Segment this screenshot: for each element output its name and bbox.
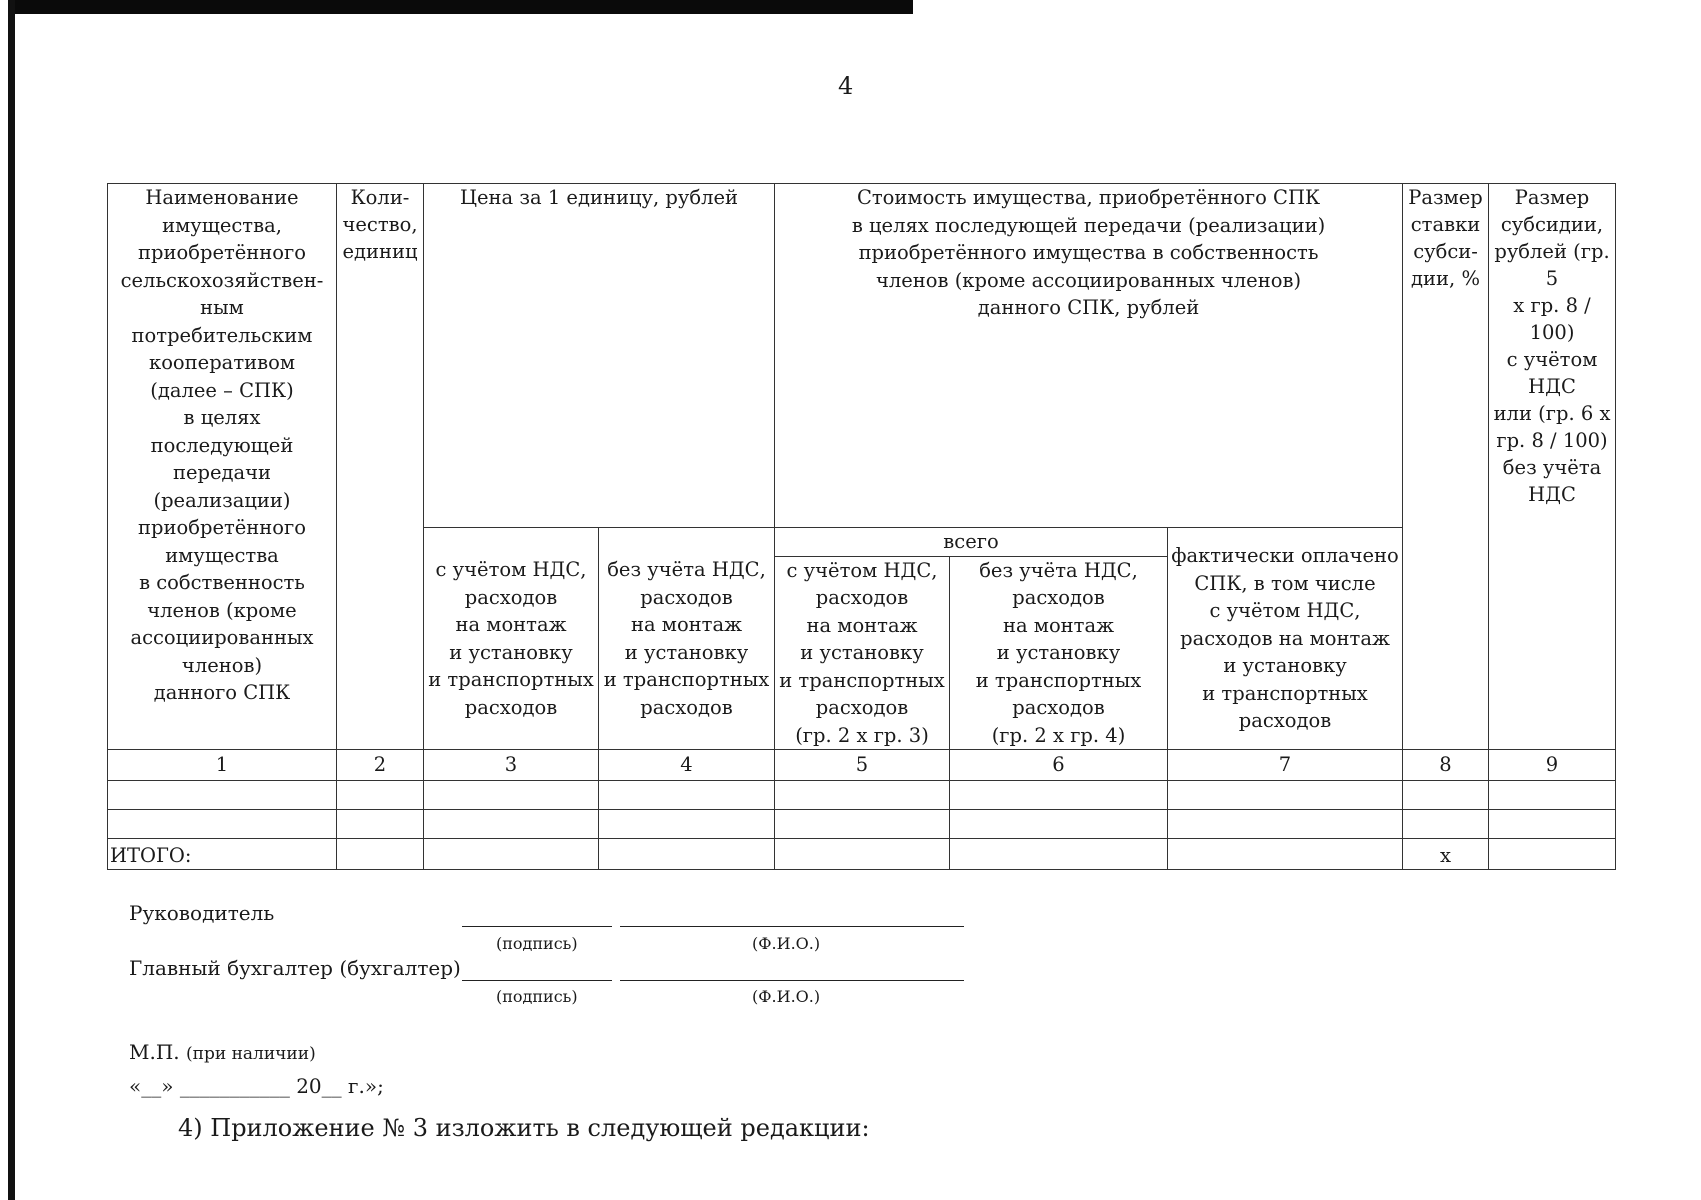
column-number: 7 <box>1168 750 1403 781</box>
accountant-name-line <box>620 980 964 981</box>
accountant-signature-line <box>462 980 612 981</box>
empty-cell <box>1168 810 1403 839</box>
header-quantity: Коли- чество, единиц <box>337 184 424 750</box>
date-day: «__» <box>129 1074 174 1098</box>
head-name-line <box>620 926 964 927</box>
header-cost: Стоимость имущества, приобретённого СПК в целях последующей передачи (реализации) приобретённого имущества в собственность членов (кроме ассоциированных членов) данного СПК, рублей <box>775 184 1403 528</box>
header-name: Наименование имущества, приобретённого сельскохозяйствен- ным потребительским кооперативом (далее – СПК) в целях последующей передачи (реализации) приобретённого имущества в собственность членов (кроме ассоциированных членов) данного СПК <box>108 184 337 750</box>
header-total-with-vat: с учётом НДС, расходов на монтаж и установку и транспортных расходов (гр. 2 х гр. 3) <box>775 556 950 750</box>
column-number: 3 <box>424 750 599 781</box>
header-price: Цена за 1 единицу, рублей <box>424 184 775 528</box>
head-signature-line <box>462 926 612 927</box>
empty-cell <box>108 810 337 839</box>
empty-cell <box>1489 839 1616 870</box>
column-number: 1 <box>108 750 337 781</box>
table-row <box>108 810 1616 839</box>
page-number: 4 <box>838 72 854 100</box>
empty-cell <box>1168 839 1403 870</box>
empty-cell <box>1168 781 1403 810</box>
scan-edge-top <box>8 0 913 14</box>
head-label: Руководитель <box>129 901 275 925</box>
header-price-with-vat: с учётом НДС, расходов на монтаж и установку и транспортных расходов <box>424 528 599 750</box>
empty-cell <box>1489 810 1616 839</box>
column-number: 8 <box>1403 750 1489 781</box>
head-name-caption: (Ф.И.О.) <box>752 934 821 953</box>
empty-cell <box>775 839 950 870</box>
empty-cell <box>599 810 775 839</box>
column-number: 6 <box>950 750 1168 781</box>
empty-cell <box>599 839 775 870</box>
footer-instruction: 4) Приложение № 3 изложить в следующей редакции: <box>178 1114 870 1142</box>
scan-edge-left <box>8 0 15 1200</box>
empty-cell <box>337 839 424 870</box>
table-row <box>108 781 1616 810</box>
header-total-without-vat: без учёта НДС, расходов на монтаж и установку и транспортных расходов (гр. 2 х гр. 4) <box>950 556 1168 750</box>
date-year: 20__ г.»; <box>296 1074 384 1098</box>
empty-cell <box>108 781 337 810</box>
empty-cell <box>775 781 950 810</box>
empty-cell <box>1489 781 1616 810</box>
total-rate-mark: х <box>1403 839 1489 870</box>
header-total: всего <box>775 528 1168 557</box>
column-number: 5 <box>775 750 950 781</box>
empty-cell <box>424 810 599 839</box>
head-signature-caption: (подпись) <box>496 934 578 953</box>
chief-accountant-label: Главный бухгалтер (бухгалтер) <box>129 956 461 980</box>
header-rate: Размер ставки субси- дии, % <box>1403 184 1489 750</box>
column-number: 9 <box>1489 750 1616 781</box>
header-paid: фактически оплачено СПК, в том числе с учётом НДС, расходов на монтаж и установку и транспортных расходов <box>1168 528 1403 750</box>
total-label: ИТОГО: <box>108 839 337 870</box>
stamp-place <box>129 1040 316 1064</box>
empty-cell <box>1403 810 1489 839</box>
empty-cell <box>599 781 775 810</box>
column-number: 2 <box>337 750 424 781</box>
column-number: 4 <box>599 750 775 781</box>
empty-cell <box>424 781 599 810</box>
total-row <box>108 839 1616 870</box>
empty-cell <box>775 810 950 839</box>
stamp-label: М.П. <box>129 1040 180 1064</box>
empty-cell <box>950 839 1168 870</box>
accountant-name-caption: (Ф.И.О.) <box>752 987 821 1006</box>
header-price-without-vat: без учёта НДС, расходов на монтаж и установку и транспортных расходов <box>599 528 775 750</box>
stamp-note: (при наличии) <box>186 1044 316 1064</box>
empty-cell <box>1403 781 1489 810</box>
empty-cell <box>337 781 424 810</box>
header-subsidy: Размер субсидии, рублей (гр. 5 х гр. 8 / 100) с учётом НДС или (гр. 6 х гр. 8 / 100) без учёта НДС <box>1489 184 1616 750</box>
empty-cell <box>337 810 424 839</box>
subsidy-table <box>107 183 1616 870</box>
date-line <box>129 1074 384 1098</box>
date-month: ___________ <box>179 1074 290 1098</box>
column-number-row <box>108 750 1616 781</box>
accountant-signature-caption: (подпись) <box>496 987 578 1006</box>
empty-cell <box>950 810 1168 839</box>
empty-cell <box>424 839 599 870</box>
empty-cell <box>950 781 1168 810</box>
